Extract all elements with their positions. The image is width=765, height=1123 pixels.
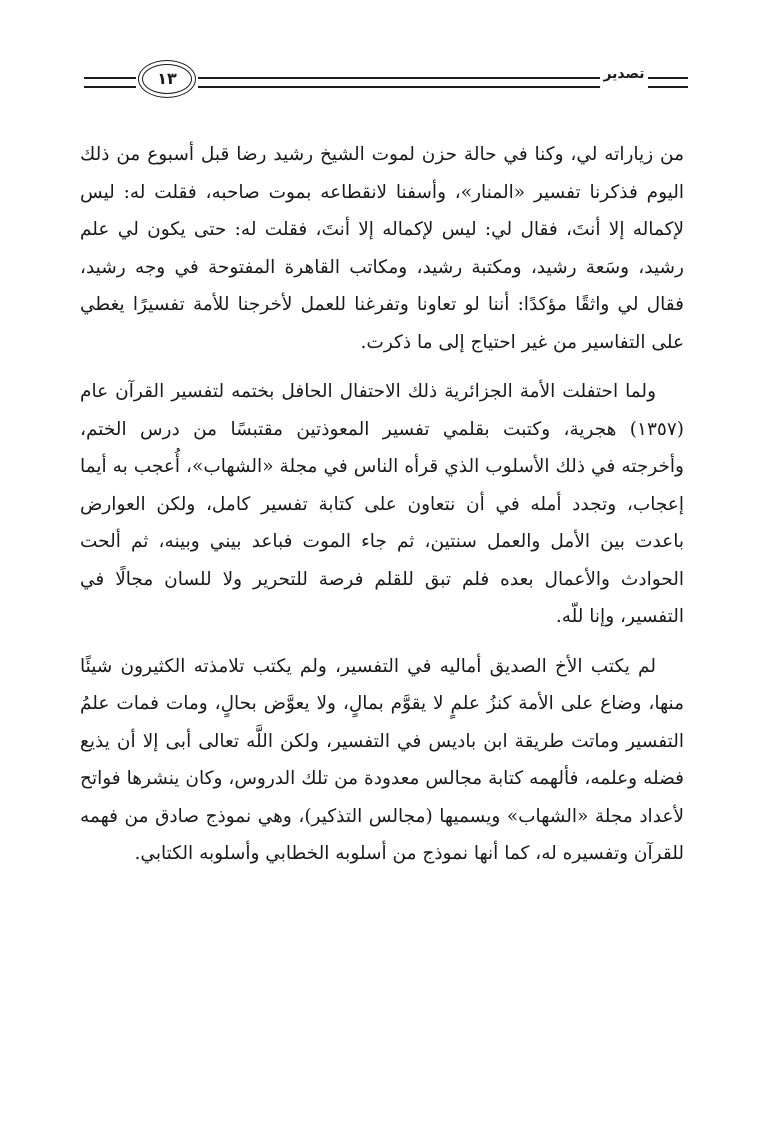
paragraph-3: لم يكتب الأخ الصديق أماليه في التفسير، ولم يكتب تلامذته الكثيرون شيئًا منها، وضاع على الأمة كنزُ علمٍ لا يقوَّم بمالٍ، ولا يعوَّض بحالٍ، ومات فمات علمُ التفسير وماتت طريقة ابن باديس في التفسير، ولكن اللَّه تعالى أبى إلا أن يذيع فضله وعلمه، فألهمه كتابة مجالس معدودة من تلك الدروس، وكان ينشرها فواتح لأعداد مجلة «الشهاب» ويسميها (مجالس التذكير)، وهي نموذج صادق من فهمه للقرآن وتفسيره له، كما أنها نموذج من أسلوبه الخطابي وأسلوبه الكتابي. [80, 655, 684, 864]
page-number-oval [138, 60, 196, 98]
paragraph-2: ولما احتفلت الأمة الجزائرية ذلك الاحتفال الحافل بختمه لتفسير القرآن عام (١٣٥٧) هجرية، وكتبت بقلمي تفسير المعوذتين مقتبسًا من درس الختم، وأخرجته في ذلك الأسلوب الذي قرأه الناس في مجلة «الشهاب»، أُعجب به أيما إعجاب، وتجدد أمله في أن نتعاون على كتابة تفسير كامل، ولكن العوارض باعدت بين الأمل والعمل سنتين، ثم جاء الموت فباعد بيني وبينه، ثم ألحت الحوادث والأعمال بعده فلم تبق للقلم فرصة للتحرير ولا للسان مجالًا في التفسير، وإنا للّه. [80, 381, 684, 627]
header-rule-middle [198, 77, 600, 88]
body-text [80, 136, 684, 879]
header-rule-left [84, 77, 136, 88]
running-title: تصدير [603, 66, 645, 82]
page-header [78, 52, 688, 102]
paragraph-1: من زياراته لي، وكنا في حالة حزن لموت الشيخ رشيد رضا قبل أسبوع من ذلك اليوم فذكرنا تفسير «المنار»، وأسفنا لانقطاعه بموت صاحبه، فقلت له: ليس لإكماله إلا أنتَ، فقال لي: ليس لإكماله إلا أنتَ، فقلت له: حتى يكون لي علم رشيد، وسَعة رشيد، ومكتبة رشيد، ومكاتب القاهرة المفتوحة في وجه رشيد، فقال لي واثقًا مؤكدًا: أننا لو تعاونا وتفرغنا للعمل لأخرجنا للأمة تفسيرًا يغطي على التفاسير من غير احتياج إلى ما ذكرت. [80, 144, 684, 353]
page-number: ١٣ [157, 69, 177, 88]
header-rule-right [648, 77, 688, 88]
